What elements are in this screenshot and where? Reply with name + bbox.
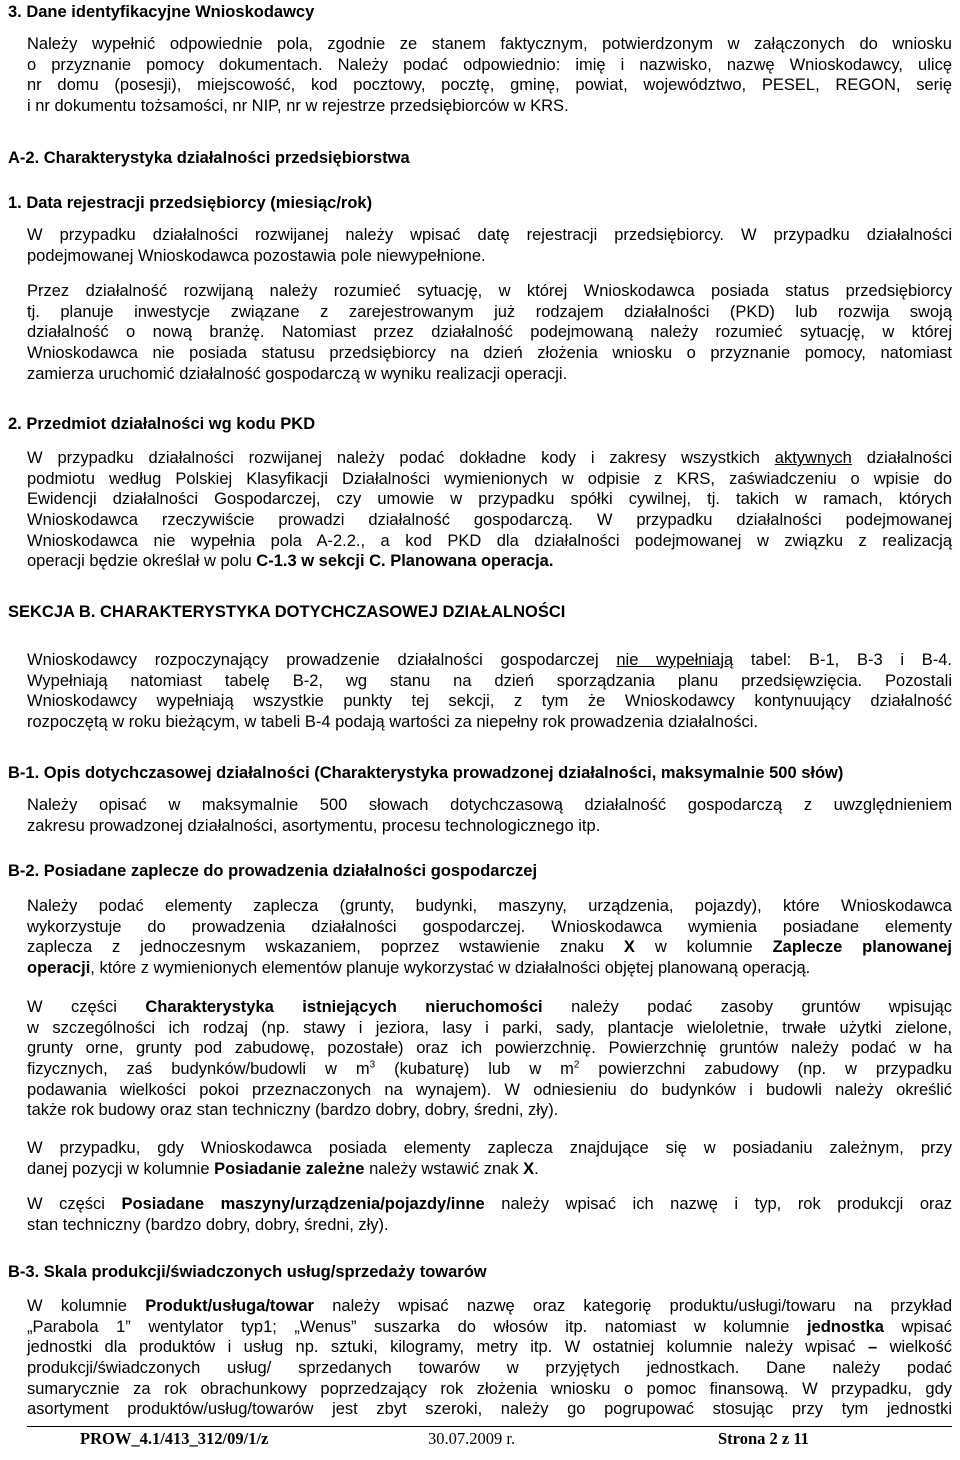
footer-date: 30.07.2009 r. [428, 1429, 516, 1448]
a2-1-heading: 1. Data rejestracji przedsiębiorcy (miesiąc/rok) [8, 194, 373, 212]
footer-rule [27, 1426, 952, 1427]
a2-2-paragraph: W przypadku działalności rozwijanej należy podać dokładne kody i zakresy wszystkich aktywnych działalności podmiotu według Polskiej Klasyfikacji Działalności wymienionych w odpisie z KRS, zaświadczeniu o wpisie do Ewidencji działalności Gospodarczej, czy umowie w przypadku spółki cywilnej, tj. takich w ramach, których Wnioskodawca rzeczywiście prowadzi działalność gospodarczą. W przypadku działalności podejmowanej Wnioskodawca nie wypełnia pola A-2.2., a kod PKD dla działalności podejmowanej w związku z realizacją operacji będzie określał w polu C-1.3 w sekcji C. Planowana operacja. [27, 449, 952, 571]
b2-paragraph-1: Należy podać elementy zaplecza (grunty, budynki, maszyny, urządzenia, pojazdy), które Wnioskodawca wykorzystuje do prowadzenia działalności gospodarczej. Wnioskodawca wymienia posiadane elementy zaplecza z jednoczesnym wskazaniem, poprzez wstawienie znaku X w kolumnie Zaplecze planowanej operacji, które z wymienionych elementów planuje wykorzystać w działalności objętej planowaną operacją. [27, 897, 953, 978]
footer-document-code: PROW_4.1/413_312/09/1/z [80, 1429, 269, 1448]
a2-2-heading: 2. Przedmiot działalności wg kodu PKD [8, 415, 316, 433]
b2-paragraph-4: W części Posiadane maszyny/urządzenia/pojazdy/inne należy wpisać ich nazwę i typ, rok produkcji oraz stan techniczny (bardzo dobry, dobry, średni, zły). [27, 1195, 952, 1234]
b2-heading: B-2. Posiadane zaplecze do prowadzenia działalności gospodarczej [8, 862, 538, 880]
a2-heading: A-2. Charakterystyka działalności przedsiębiorstwa [8, 149, 410, 167]
b2-paragraph-2: W części Charakterystyka istniejących nieruchomości należy podać zasoby gruntów wpisując w szczególności ich rodzaj (np. stawy i jeziora, lasy i parki, sady, plantacje wieloletnie, trwałe użytki zielone, grunty orne, grunty pod zabudowę, pozostałe) oraz ich powierzchnię. Powierzchnię gruntów należy podać w ha fizycznych, zaś budynków/budowli w $m^3$ (kubaturę) lub w $m^2$ powierzchni zabudowy (np. w przypadku podawania wielkości pokoi przeznaczonych na wynajem). W odniesieniu do budynków i budowli należy określić także rok budowy oraz stan techniczny (bardzo dobry, dobry, średni, zły). [27, 998, 952, 1120]
b1-heading: B-1. Opis dotychczasowej działalności (Charakterystyka prowadzonej działalności, maksymalnie 500 słów) [8, 764, 844, 782]
b2-paragraph-3: W przypadku, gdy Wnioskodawca posiada elementy zaplecza znajdujące się w posiadaniu zależnym, przy danej pozycji w kolumnie Posiadanie zależne należy wstawić znak X. [27, 1139, 952, 1178]
section-b-paragraph: Wnioskodawcy rozpoczynający prowadzenie działalności gospodarczej nie wypełniają tabel: B-1, B-3 i B-4. Wypełniają natomiast tabelę B-2, wg stanu na dzień sporządzania planu przedsięwzięcia. Pozostali Wnioskodawcy wypełniają wszystkie punkty tej sekcji, z tym że Wnioskodawcy kontynuujący działalność rozpoczętą w roku bieżącym, w tabeli B-4 podają wartości za niepełny rok prowadzenia działalności. [27, 651, 953, 732]
section-3-heading: 3. Dane identyfikacyjne Wnioskodawcy [8, 3, 315, 21]
b3-heading: B-3. Skala produkcji/świadczonych usług/sprzedaży towarów [8, 1263, 487, 1281]
section-3-paragraph: Należy wypełnić odpowiednie pola, zgodnie ze stanem faktycznym, potwierdzonym w załączonych do wniosku o przyznanie pomocy dokumentach. Należy podać odpowiednio: imię i nazwisko, nazwę Wnioskodawcy, ulicę nr domu (posesji), miejscowość, kod pocztowy, pocztę, gminę, powiat, województwo, PESEL, REGON, serię i nr dokumentu tożsamości, nr NIP, nr w rejestrze przedsiębiorców w KRS. [27, 35, 952, 116]
section-b-heading: SEKCJA B. CHARAKTERYSTYKA DOTYCHCZASOWEJ DZIAŁALNOŚCI [8, 603, 566, 621]
footer-page-number: Strona 2 z 11 [718, 1429, 809, 1448]
a2-1-paragraph-1: W przypadku działalności rozwijanej należy wpisać datę rejestracji przedsiębiorcy. W przypadku działalności podejmowanej Wnioskodawca pozostawia pole niewypełnione. [27, 226, 952, 265]
b3-paragraph: W kolumnie Produkt/usługa/towar należy wpisać nazwę oraz kategorię produktu/usługi/towaru na przykład „Parabola 1” wentylator typ1; „Wenus” suszarka do włosów itp. natomiast w kolumnie jednostka wpisać jednostki dla produktów i usług np. sztuki, kilogramy, metry itp. W ostatniej kolumnie należy wpisać – wielkość produkcji/świadczonych usług/ sprzedanych towarów w przyjętych jednostkach. Dane należy podać sumarycznie za rok obrachunkowy poprzedzający rok złożenia wniosku o pomoc finansową. W przypadku, gdy asortyment produktów/usług/towarów jest zbyt szeroki, należy go pogrupować stosując przy tym jednostki [27, 1297, 952, 1419]
b1-paragraph: Należy opisać w maksymalnie 500 słowach dotychczasową działalność gospodarczą z uwzględnieniem zakresu prowadzonej działalności, asortymentu, procesu technologicznego itp. [27, 796, 952, 835]
a2-1-paragraph-2: Przez działalność rozwijaną należy rozumieć sytuację, w której Wnioskodawca posiada status przedsiębiorcy tj. planuje inwestycje związane z zarejestrowanym już rodzajem działalności (PKD) lub rozwija swoją działalność o nową branżę. Natomiast przez działalność podejmowaną należy rozumieć sytuację, w której Wnioskodawca nie posiada statusu przedsiębiorcy na dzień złożenia wniosku o przyznanie pomocy, natomiast zamierza uruchomić działalność gospodarczą w wyniku realizacji operacji. [27, 282, 952, 383]
